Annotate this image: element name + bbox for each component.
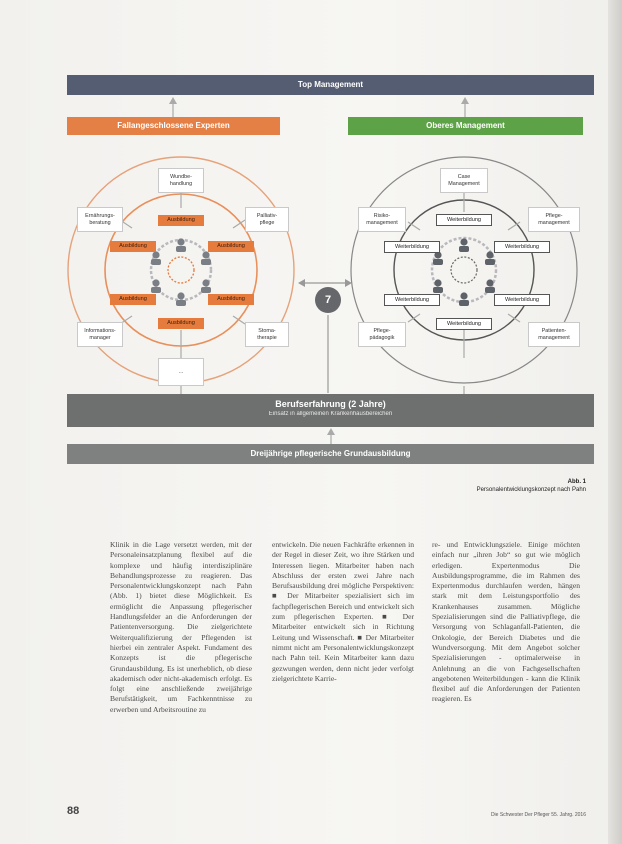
nursing-management-box: Pflege- management (528, 207, 580, 232)
top-management-bar: Top Management (67, 75, 594, 95)
further-training-box-left-bottom: Weiterbildung (384, 294, 440, 306)
text-column-2 (272, 540, 414, 684)
stoma-therapy-box: Stoma- therapie (245, 322, 289, 347)
nursing-pedagogy-box: Pflege- pädagogik (358, 322, 406, 347)
text-column-2-body: entwickeln. Die neuen Fachkräfte erkennen in der Regel in dieser Zeit, wo ihre Stärken und Interessen liegen. Mitarbeiter haben nach Abschluss der ersten zwei Jahre nach Berufsausbildung drei mögliche Perspektiven: ■ Der Mitarbeiter spezialisiert sich im fachpflegerischen Bereich und entwickelt sich zum pflegerischen Experten. ■ Der Mitarbeiter entwickelt sich in Richtung Leitung und Wissenschaft. ■ Der Mitarbeiter nimmt nicht am Personalentwicklungskonzept nach Pahn teil. Kein Mitarbeiter kann dazu gezwungen werden, denn nicht jeder verfolgt zielgerichtete Karrie- (272, 540, 414, 683)
text-column-1 (110, 540, 252, 715)
nutrition-counseling-box: Ernährungs- beratung (77, 207, 123, 232)
right-people-icons (433, 238, 495, 306)
risk-management-box: Risiko- management (358, 207, 406, 232)
text-column-3-body: re- und Entwicklungsziele. Einige möchten einfach nur „ihren Job“ so gut wie möglich erledigen. Expertenmodus Die Ausbildungsprogramme, die im Rahmen des Expertenmodus durchlaufen werden, hängen stark mit dem Leistungsportfolio des Krankenhauses zusammen. Mögliche Spezialisierungen sind die Palliativpflege, die Versorgung von Schlaganfall-Patienten, die Onkologie, der Bereich Diabetes und die Wundversorgung. Mit dem Angebot solcher Spezialisierungen - optimalerweise in Anlehnung an die von Fachgesellschaften angebotenen Weiterbildungen - kann die Klinik flexibel auf die Anforderungen der Patienten reagieren. Es (432, 540, 580, 704)
training-box-right-top: Ausbildung (208, 241, 254, 252)
patient-management-box: Patienten- management (528, 322, 580, 347)
figure-label: Abb. 1 (567, 479, 586, 485)
figure-title: Personalentwicklungskonzept nach Pahn (476, 487, 586, 493)
work-experience-title: Berufserfahrung (2 Jahre) (275, 399, 386, 409)
basic-training-bar: Dreijährige pflegerische Grundausbildung (67, 444, 594, 464)
further-training-box-left-top: Weiterbildung (384, 241, 440, 253)
page-number: 88 (67, 805, 80, 817)
experts-header-bar: Fallangeschlossene Experten (67, 117, 280, 135)
right-up-arrow-head (461, 97, 469, 104)
left-up-arrow-head (169, 97, 177, 104)
further-training-box-right-top: Weiterbildung (494, 241, 550, 253)
training-box-top: Ausbildung (158, 215, 204, 226)
wound-care-box: Wundbe- handlung (158, 168, 204, 193)
training-box-left-bottom: Ausbildung (110, 294, 156, 305)
training-box-right-bottom: Ausbildung (208, 294, 254, 305)
upper-management-header-bar: Oberes Management (348, 117, 583, 135)
figure-caption (477, 478, 586, 494)
training-box-left-top: Ausbildung (110, 241, 156, 252)
palliative-care-box: Palliativ- pflege (245, 207, 289, 232)
work-experience-subtitle: Einsatz in allgemeinen Krankenhausbereichen (268, 411, 393, 417)
further-training-box-bottom: Weiterbildung (436, 318, 492, 330)
more-specialties-box: ... (158, 358, 204, 386)
training-box-bottom: Ausbildung (158, 318, 204, 329)
information-manager-box: Informations- manager (77, 322, 123, 347)
case-management-box: Case Management (440, 168, 488, 193)
journal-footer: Die Schwester Der Pfleger 55. Jahrg. 2016 (490, 812, 586, 818)
text-column-3 (432, 540, 580, 705)
work-experience-bar (67, 394, 594, 427)
center-marker-label: 7 (324, 294, 332, 306)
text-column-1-body: Klinik in die Lage versetzt werden, mit der Personaleinsatzplanung flexibel auf die komplexe und häufig interdisziplinäre Behandlungsprozesse zu reagieren. Das Personalentwicklungskonzept nach Pahn (Abb. 1) bietet diese Möglichkeit. Es ermöglicht die Anpassung pflegerischer Handlungsfelder an die Anforderungen der Patientenversorgung. Die zielgerichtete Weiterqualifizierung der Pflegenden ist hierbei ein zentraler Aspekt. Fundament des Konzepts ist die pflegerische Grundausbildung. Es ist unerheblich, ob diese akademisch oder nicht-akademisch erfolgt. Es folgt eine anschließende zweijährige Berufstätigkeit, um Fachkenntnisse zu erwerben und Arbeitsroutine zu (110, 540, 252, 714)
further-training-box-right-bottom: Weiterbildung (494, 294, 550, 306)
further-training-box-top: Weiterbildung (436, 214, 492, 226)
